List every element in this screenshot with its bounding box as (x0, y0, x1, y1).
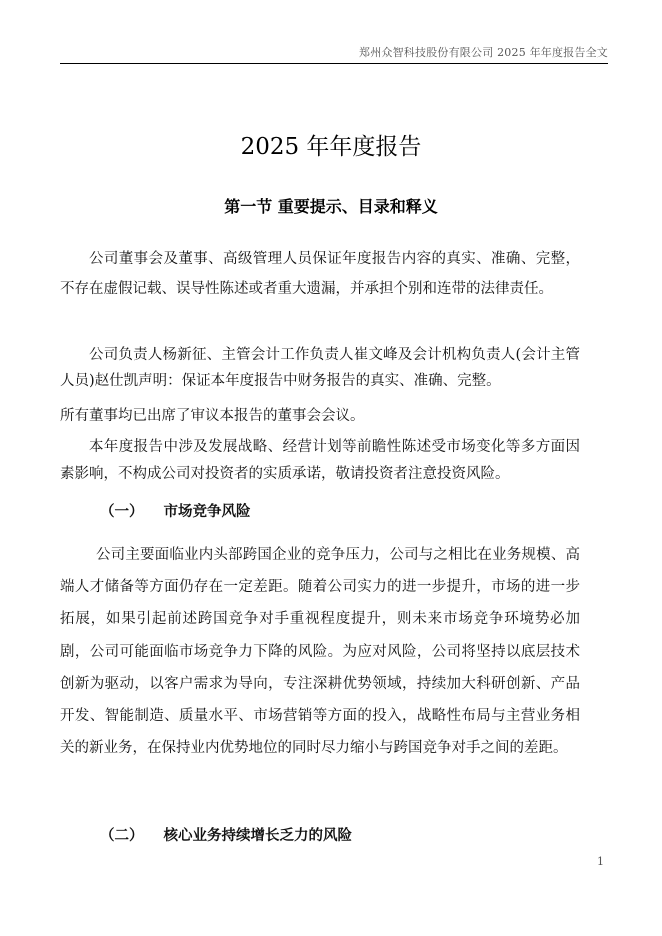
paragraph-board-guarantee: 公司董事会及董事、高级管理人员保证年度报告内容的真实、准确、完整，不存在虚假记载、误导性陈述或者重大遗漏，并承担个别和连带的法律责任。 (60, 251, 580, 297)
risk-title: 核心业务持续增长乏力的风险 (163, 827, 352, 844)
header-divider (60, 63, 608, 64)
risk-heading-core-business (100, 824, 352, 845)
running-header: 郑州众智科技股份有限公司 2025 年年度报告全文 (359, 46, 608, 59)
paragraph-market-competition-risk: 公司主要面临业内头部跨国企业的竞争压力，公司与之相比在业务规模、高端人才储备等方面仍存在一定差距。随着公司实力的进一步提升，市场的进一步拓展，如果引起前述跨国竞争对手重视程度提升，则未来市场竞争环境势必加剧，公司可能面临市场竞争力下降的风险。为应对风险，公司将坚持以底层技术创新为驱动，以客户需求为导向，专注深耕优势领域，持续加大科研创新、产品开发、智能制造、质量水平、市场营销等方面的投入，战略性布局与主营业务相关的新业务，在保持业内优势地位的同时尽力缩小与跨国竞争对手之间的差距。 (60, 547, 580, 757)
page-number: 1 (597, 855, 604, 868)
risk-title: 市场竞争风险 (163, 503, 251, 520)
paragraph-responsible-persons: 公司负责人杨新征、主管会计工作负责人崔文峰及会计机构负责人(会计主管人员)赵仕凯声明：保证本年度报告中财务报告的真实、准确、完整。 (60, 347, 580, 389)
section-title: 第一节 重要提示、目录和释义 (224, 197, 438, 216)
paragraph-directors-attendance: 所有董事均已出席了审议本报告的董事会会议。 (60, 408, 365, 424)
report-title: 2025 年年度报告 (240, 134, 422, 160)
risk-number: （二） (100, 827, 144, 844)
risk-heading-market-competition (100, 500, 251, 521)
risk-number: （一） (100, 503, 144, 520)
paragraph-forward-looking: 本年度报告中涉及发展战略、经营计划等前瞻性陈述受市场变化等多方面因素影响，不构成公司对投资者的实质承诺，敬请投资者注意投资风险。 (60, 439, 580, 482)
